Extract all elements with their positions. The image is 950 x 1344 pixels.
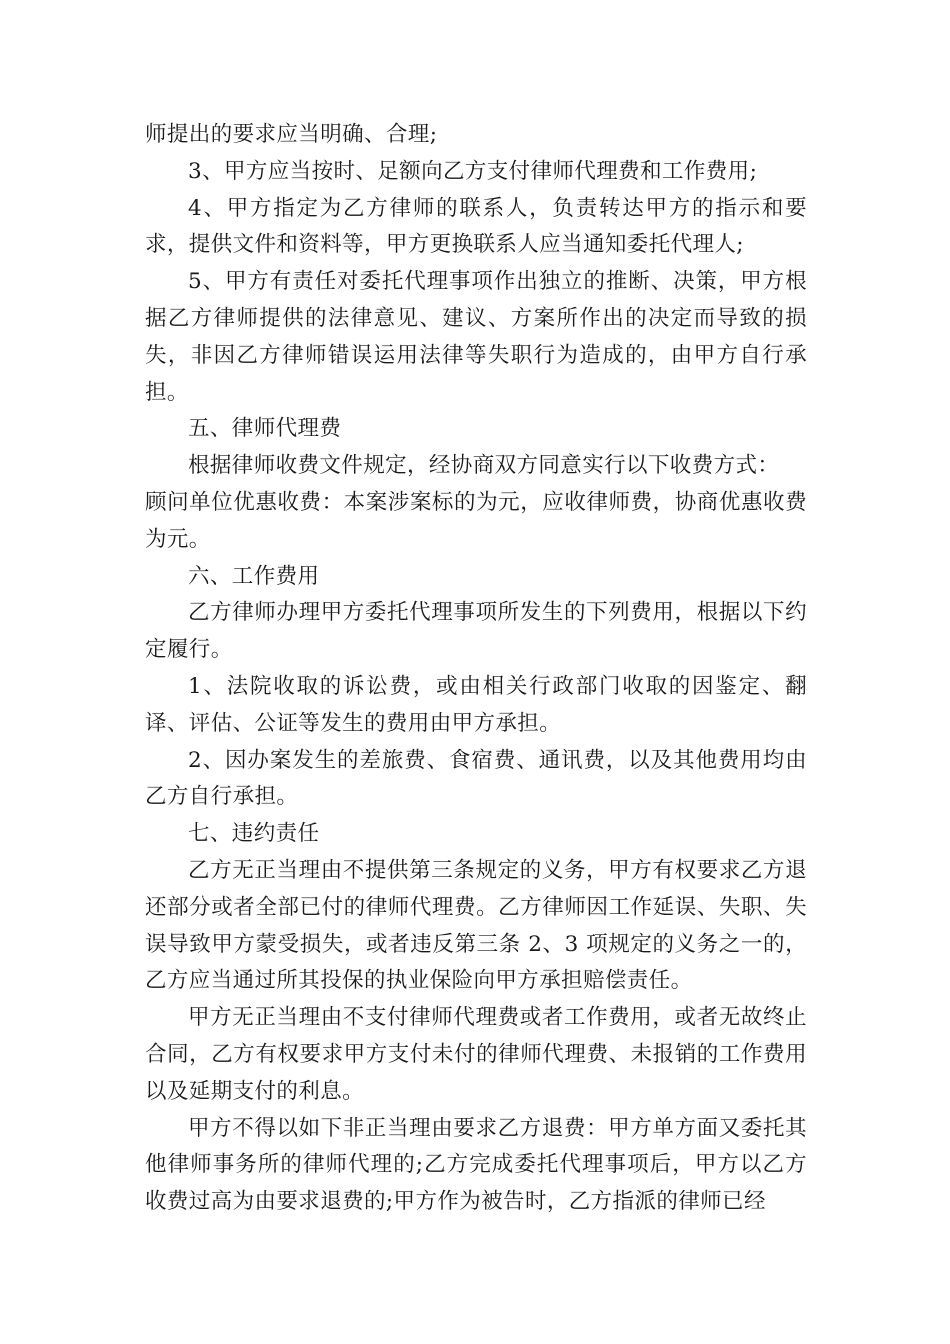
- paragraph: 1、法院收取的诉讼费，或由相关行政部门收取的因鉴定、翻译、评估、公证等发生的费用由甲方承担。: [145, 673, 807, 736]
- paragraph: 顾问单位优惠收费：本案涉案标的为元，应收律师费，协商优惠收费为元。: [145, 489, 807, 552]
- paragraph: 师提出的要求应当明确、合理;: [145, 122, 438, 147]
- paragraph: 乙方无正当理由不提供第三条规定的义务，甲方有权要求乙方退还部分或者全部已付的律师代理费。乙方律师因工作延误、失职、失误导致甲方蒙受损失，或者违反第三条 2、3 项规定的义务之一的，乙方应当通过所其投保的执业保险向甲方承担赔偿责任。: [145, 857, 807, 994]
- document-page: [145, 117, 807, 1221]
- paragraph: 4、甲方指定为乙方律师的联系人，负责转达甲方的指示和要求，提供文件和资料等，甲方更换联系人应当通知委托代理人;: [145, 195, 807, 258]
- paragraph: 甲方无正当理由不支付律师代理费或者工作费用，或者无故终止合同，乙方有权要求甲方支付未付的律师代理费、未报销的工作费用以及延期支付的利息。: [145, 1005, 807, 1104]
- paragraph: 甲方不得以如下非正当理由要求乙方退费：甲方单方面又委托其他律师事务所的律师代理的;乙方完成委托代理事项后，甲方以乙方收费过高为由要求退费的;甲方作为被告时，乙方指派的律师已经: [145, 1115, 807, 1215]
- paragraph: 2、因办案发生的差旅费、食宿费、通讯费，以及其他费用均由乙方自行承担。: [145, 747, 807, 810]
- paragraph: 5、甲方有责任对委托代理事项作出独立的推断、决策，甲方根据乙方律师提供的法律意见、建议、方案所作出的决定而导致的损失，非因乙方律师错误运用法律等失职行为造成的，由甲方自行承担。: [145, 269, 807, 405]
- paragraph: 根据律师收费文件规定，经协商双方同意实行以下收费方式：: [188, 453, 780, 479]
- paragraph: 3、甲方应当按时、足额向乙方支付律师代理费和工作费用;: [188, 158, 758, 184]
- paragraph: 乙方律师办理甲方委托代理事项所发生的下列费用，根据以下约定履行。: [145, 600, 807, 663]
- section-heading: 七、违约责任: [188, 821, 320, 847]
- section-heading: 六、工作费用: [188, 563, 320, 589]
- section-heading: 五、律师代理费: [188, 416, 342, 442]
